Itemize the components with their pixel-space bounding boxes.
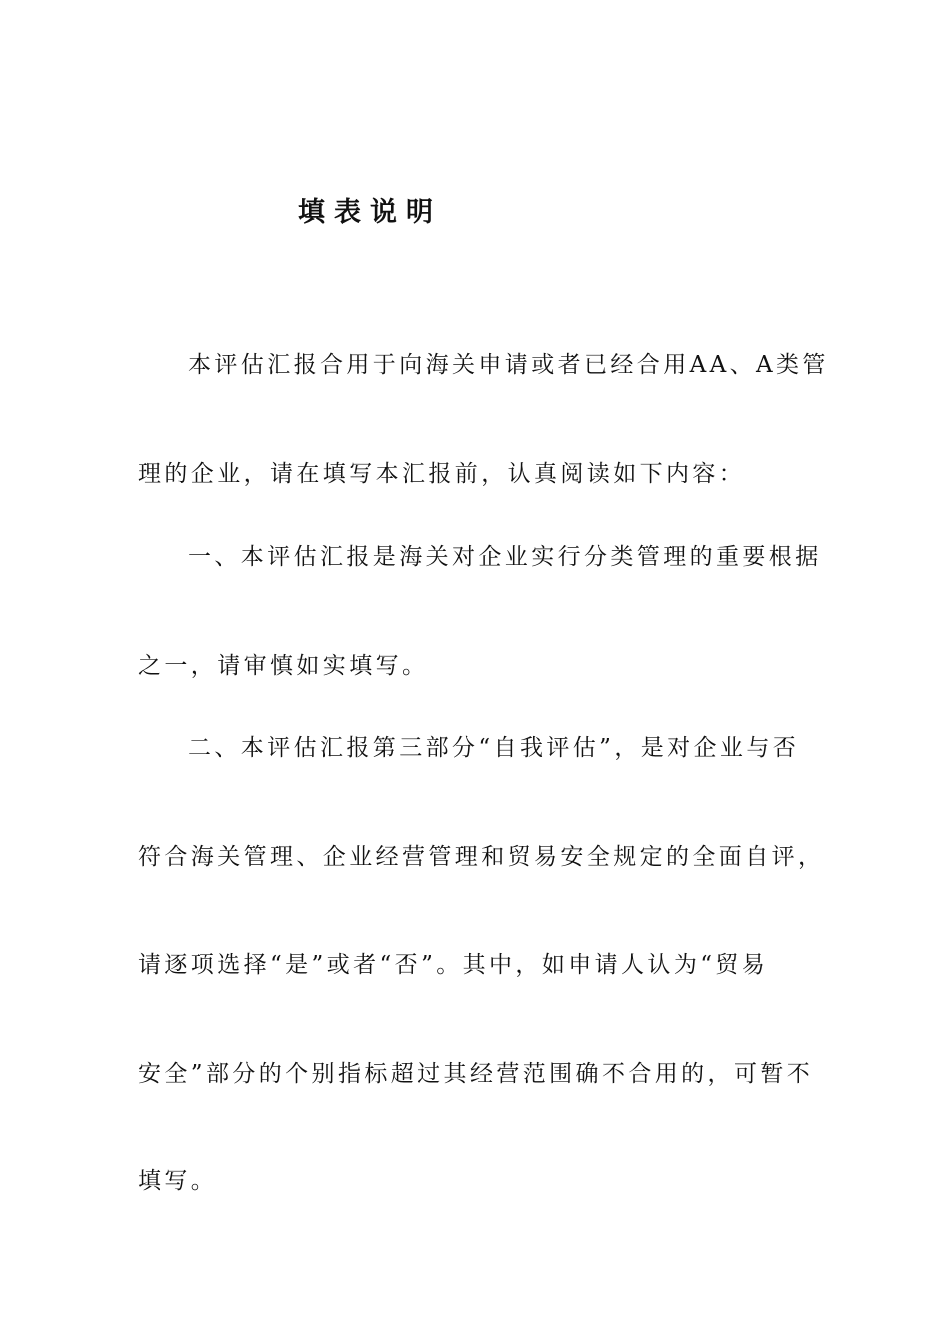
page-title: 填表说明 [298,197,442,228]
paragraph-item-2-line-2: 符合海关管理、企业经营管理和贸易安全规定的全面自评， [138,844,825,870]
paragraph-intro-line-2: 理的企业，请在填写本汇报前，认真阅读如下内容： [138,461,746,487]
paragraph-item-2-line-5: 填写。 [138,1168,218,1194]
paragraph-item-1-line-2: 之一，请审慎如实填写。 [138,653,429,679]
paragraph-item-2-line-4: 安全”部分的个别指标超过其经营范围确不合用的，可暂不 [138,1061,814,1087]
paragraph-item-2-line-3: 请逐项选择“是”或者“否”。其中，如申请人认为“贸易 [138,952,769,978]
paragraph-item-1-line-1: 一、本评估汇报是海关对企业实行分类管理的重要根据 [188,544,822,570]
paragraph-item-2-line-1: 二、本评估汇报第三部分“自我评估”，是对企业与否 [188,735,800,761]
paragraph-intro-line-1: 本评估汇报合用于向海关申请或者已经合用AA、A类管 [188,352,829,378]
